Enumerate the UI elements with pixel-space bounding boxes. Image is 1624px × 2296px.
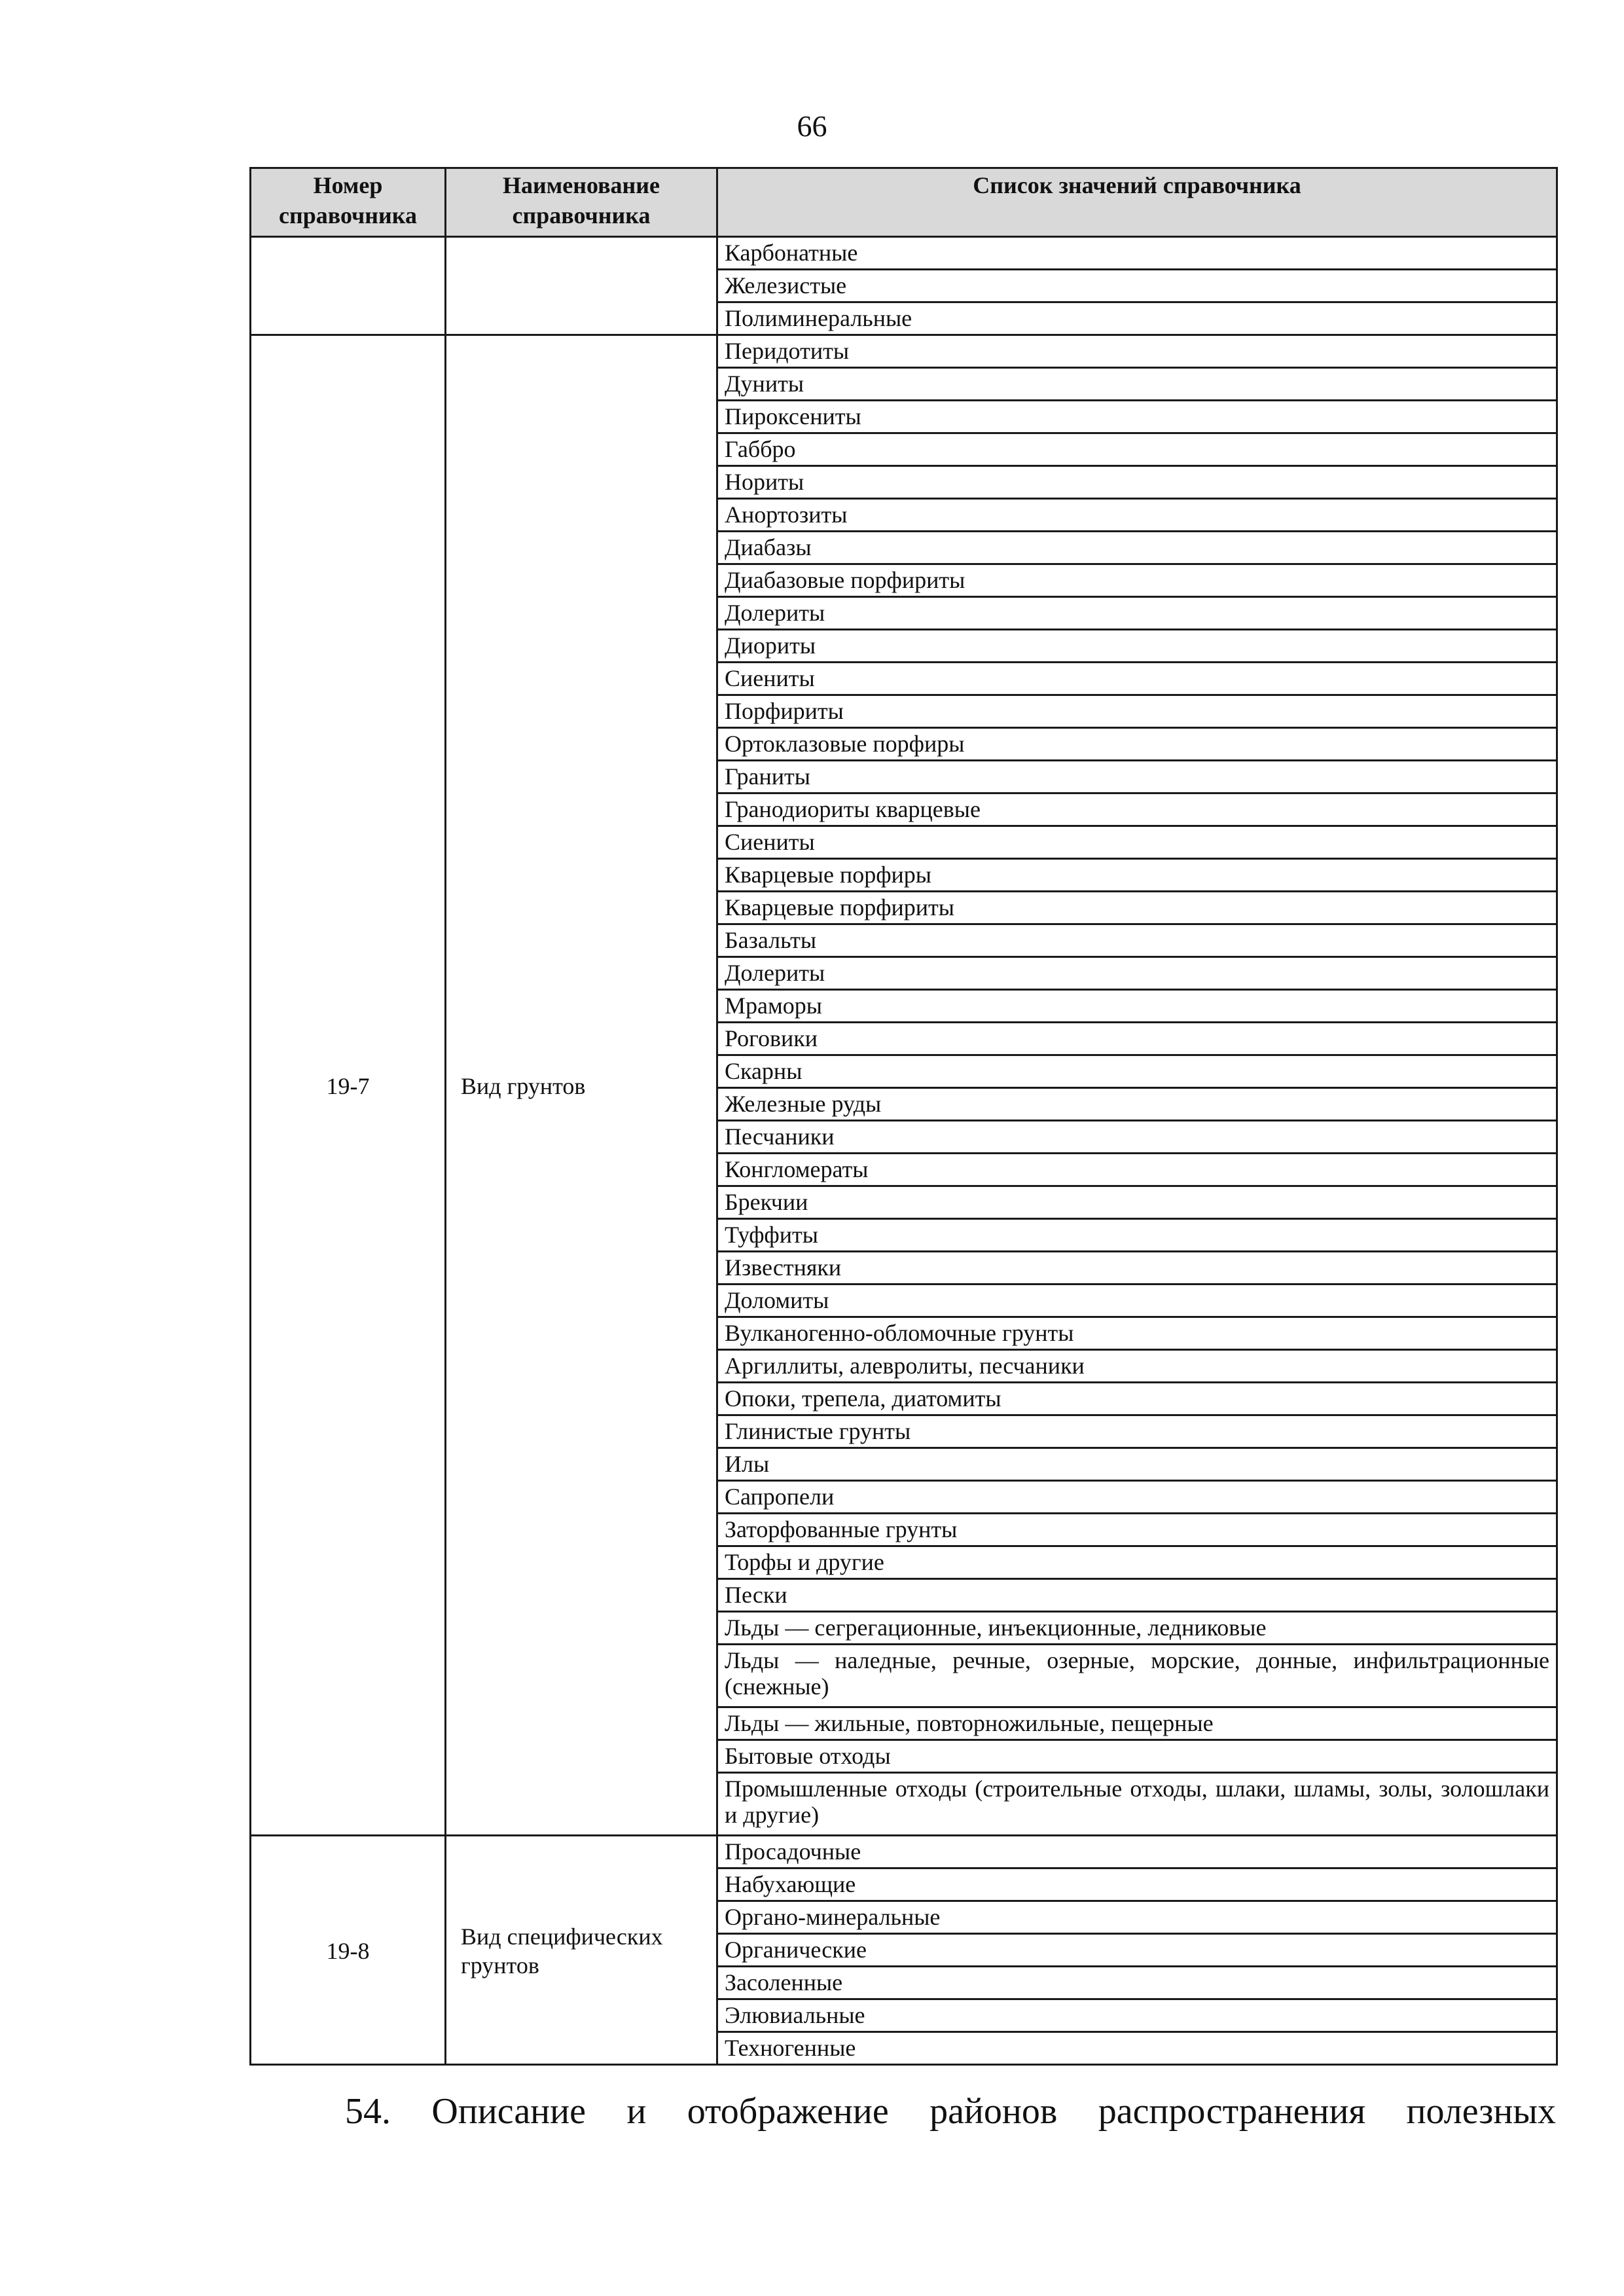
value-cell: Органо-минеральные xyxy=(717,1901,1557,1934)
value-cell: Железистые xyxy=(717,270,1557,302)
value-cell: Техногенные xyxy=(717,2032,1557,2065)
value-cell: Долериты xyxy=(717,957,1557,990)
value-cell: Глинистые грунты xyxy=(717,1415,1557,1448)
value-cell: Сиениты xyxy=(717,826,1557,859)
value-cell: Набухающие xyxy=(717,1868,1557,1901)
value-cell: Брекчии xyxy=(717,1186,1557,1219)
value-cell: Льды — наледные, речные, озерные, морские, донные, инфильтрационные (снежные) xyxy=(717,1645,1557,1707)
value-cell: Перидотиты xyxy=(717,335,1557,368)
value-cell: Кварцевые порфиры xyxy=(717,859,1557,892)
directory-number: 19-7 xyxy=(251,335,446,1836)
directory-name: Вид специфических грунтов xyxy=(446,1836,717,2065)
value-cell: Опоки, трепела, диатомиты xyxy=(717,1383,1557,1415)
value-cell: Диабазы xyxy=(717,532,1557,564)
value-cell: Заторфованные грунты xyxy=(717,1514,1557,1546)
value-cell: Элювиальные xyxy=(717,1999,1557,2032)
value-cell: Полиминеральные xyxy=(717,302,1557,335)
value-cell: Кварцевые порфириты xyxy=(717,892,1557,924)
value-cell: Торфы и другие xyxy=(717,1546,1557,1579)
value-cell: Граниты xyxy=(717,761,1557,793)
value-cell: Пироксениты xyxy=(717,401,1557,433)
value-cell: Пески xyxy=(717,1579,1557,1612)
value-cell: Гранодиориты кварцевые xyxy=(717,793,1557,826)
table-row xyxy=(251,237,1557,270)
directory-number: 19-8 xyxy=(251,1836,446,2065)
value-cell: Дуниты xyxy=(717,368,1557,401)
table-row xyxy=(251,1836,1557,1868)
header-name: Наименование справочника xyxy=(446,168,717,237)
value-cell: Железные руды xyxy=(717,1088,1557,1121)
empty-name-cell xyxy=(446,237,717,335)
value-cell: Карбонатные xyxy=(717,237,1557,270)
header-number: Номер справочника xyxy=(251,168,446,237)
value-cell: Льды — жильные, повторножильные, пещерные xyxy=(717,1707,1557,1740)
value-cell: Льды — сегрегационные, инъекционные, ледниковые xyxy=(717,1612,1557,1645)
table-row xyxy=(251,335,1557,368)
value-cell: Туффиты xyxy=(717,1219,1557,1252)
value-cell: Роговики xyxy=(717,1023,1557,1055)
value-cell: Илы xyxy=(717,1448,1557,1481)
value-cell: Просадочные xyxy=(717,1836,1557,1868)
value-cell: Габбро xyxy=(717,433,1557,466)
value-cell: Долериты xyxy=(717,597,1557,630)
value-cell: Конгломераты xyxy=(717,1154,1557,1186)
value-cell: Аргиллиты, алевролиты, песчаники xyxy=(717,1350,1557,1383)
value-cell: Известняки xyxy=(717,1252,1557,1285)
value-cell: Доломиты xyxy=(717,1285,1557,1317)
value-cell: Анортозиты xyxy=(717,499,1557,532)
value-cell: Засоленные xyxy=(717,1967,1557,1999)
value-cell: Сиениты xyxy=(717,663,1557,695)
value-cell: Мраморы xyxy=(717,990,1557,1023)
header-values: Список значений справочника xyxy=(717,168,1557,237)
table-header-row xyxy=(251,168,1557,237)
value-cell: Сапропели xyxy=(717,1481,1557,1514)
value-cell: Скарны xyxy=(717,1055,1557,1088)
directory-name: Вид грунтов xyxy=(446,335,717,1836)
value-cell: Песчаники xyxy=(717,1121,1557,1154)
value-cell: Бытовые отходы xyxy=(717,1740,1557,1773)
value-cell: Промышленные отходы (строительные отходы, шлаки, шламы, золы, золошлаки и другие) xyxy=(717,1773,1557,1836)
value-cell: Базальты xyxy=(717,924,1557,957)
value-cell: Порфириты xyxy=(717,695,1557,728)
page-number: 66 xyxy=(797,109,827,143)
empty-number-cell xyxy=(251,237,446,335)
reference-table xyxy=(249,167,1558,2066)
value-cell: Диориты xyxy=(717,630,1557,663)
section-paragraph: 54. Описание и отображение районов распространения полезных xyxy=(345,2091,1556,2132)
value-cell: Вулканогенно-обломочные грунты xyxy=(717,1317,1557,1350)
value-cell: Ортоклазовые порфиры xyxy=(717,728,1557,761)
table-body xyxy=(251,237,1557,2065)
value-cell: Диабазовые порфириты xyxy=(717,564,1557,597)
value-cell: Нориты xyxy=(717,466,1557,499)
value-cell: Органические xyxy=(717,1934,1557,1967)
